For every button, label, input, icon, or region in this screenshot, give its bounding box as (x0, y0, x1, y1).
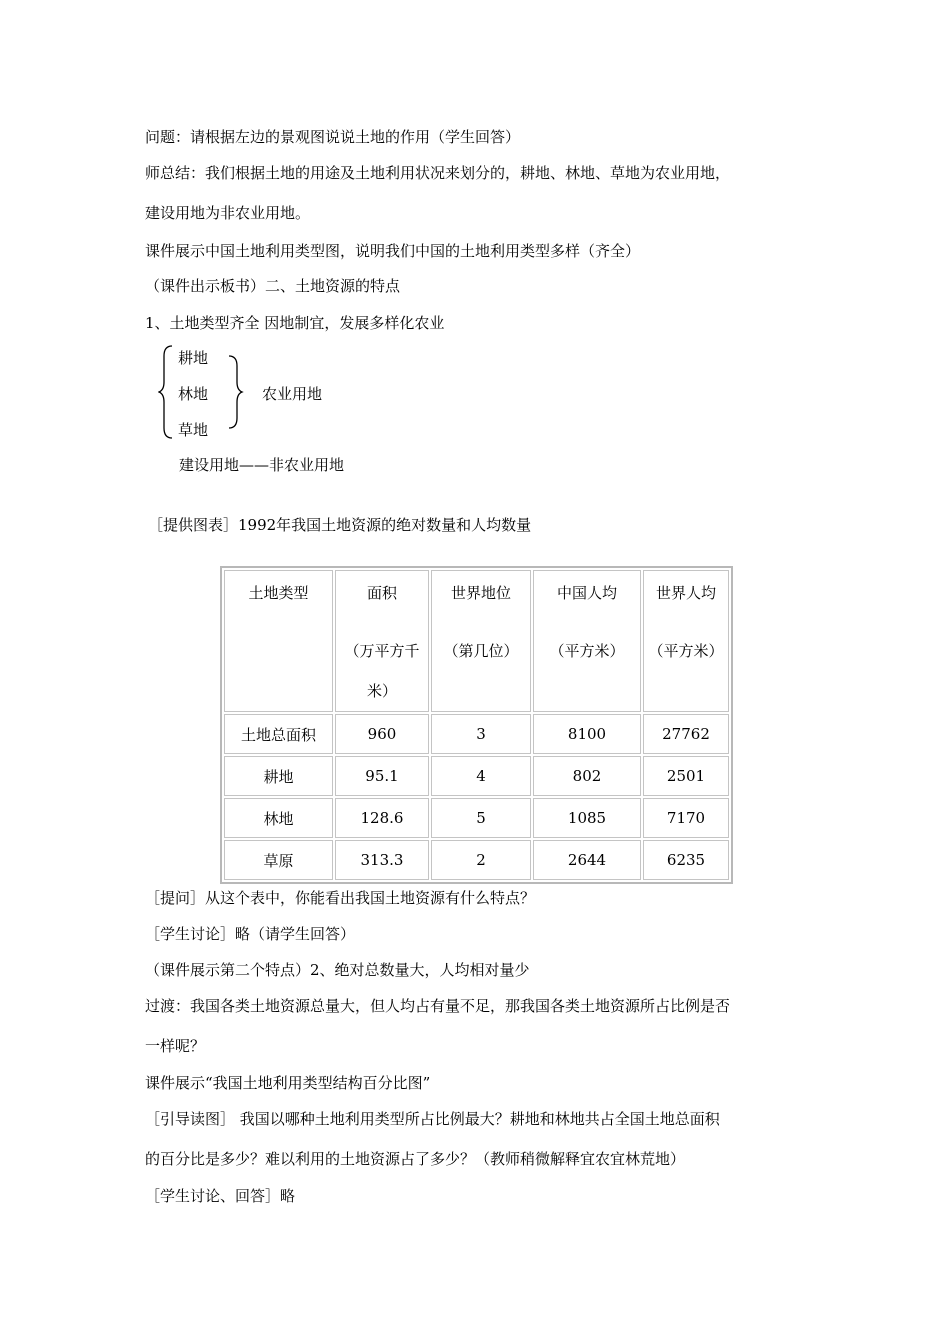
land-type-brace-diagram (158, 344, 358, 440)
table-cell: 8100 (533, 714, 641, 754)
paragraph-prompt-question: ［提问］从这个表中，你能看出我国土地资源有什么特点？ (145, 889, 536, 907)
table-cell: 802 (533, 756, 641, 796)
table-cell: 95.1 (335, 756, 429, 796)
table-cell: 7170 (643, 798, 729, 838)
table-cell: 6235 (643, 840, 729, 880)
brace-item-cropland: 耕地 (178, 349, 209, 367)
brace-item-forest: 林地 (178, 385, 209, 403)
paragraph-teacher-summary-cont: 建设用地为非农业用地。 (145, 204, 311, 222)
table-cell: 1085 (533, 798, 641, 838)
paragraph-guided-reading-cont: 的百分比是多少？难以利用的土地资源占了多少？（教师稍微解释宜农宜林荒地） (145, 1150, 686, 1168)
paragraph-question: 问题：请根据左边的景观图说说土地的作用（学生回答） (145, 128, 521, 146)
header-world-per-capita: 世界人均 （平方米） (643, 570, 729, 712)
brace-group-label: 农业用地 (262, 385, 323, 403)
paragraph-transition-cont: 一样呢？ (145, 1037, 206, 1055)
header-china-per-capita: 中国人均 （平方米） (533, 570, 641, 712)
table-cell: 3 (431, 714, 531, 754)
table-cell: 960 (335, 714, 429, 754)
table-row (224, 840, 729, 880)
brace-item-grassland: 草地 (178, 421, 209, 439)
paragraph-teacher-summary: 师总结：我们根据土地的用途及土地利用状况来划分的，耕地、林地、草地为农业用地， (145, 164, 731, 182)
land-resources-table (220, 566, 733, 884)
non-agricultural-line: 建设用地——非农业用地 (179, 456, 345, 474)
table-row (224, 714, 729, 754)
table-cell: 2 (431, 840, 531, 880)
table-cell: 4 (431, 756, 531, 796)
paragraph-feature-2: （课件展示第二个特点）2、绝对总数量大，人均相对量少 (145, 961, 530, 979)
header-area: 面积 （万平方千 米） (335, 570, 429, 712)
paragraph-guided-reading: ［引导读图］ 我国以哪种土地利用类型所占比例最大？耕地和林地共占全国土地总面积 (145, 1110, 720, 1128)
header-land-type: 土地类型 (224, 570, 333, 712)
table-cell: 林地 (224, 798, 333, 838)
paragraph-transition: 过渡：我国各类土地资源总量大，但人均占有量不足，那我国各类土地资源所占比例是否 (145, 997, 731, 1015)
table-cell: 2501 (643, 756, 729, 796)
paragraph-student-discussion: ［学生讨论］略（请学生回答） (145, 925, 356, 943)
table-caption: ［提供图表］1992年我国土地资源的绝对数量和人均数量 (148, 516, 532, 534)
table-row (224, 798, 729, 838)
table-row (224, 756, 729, 796)
paragraph-student-answer: ［学生讨论、回答］略 (145, 1187, 296, 1205)
table-header-row (224, 570, 729, 712)
table-cell: 草原 (224, 840, 333, 880)
paragraph-feature-1: 1、土地类型齐全 因地制宜，发展多样化农业 (145, 314, 445, 332)
paragraph-courseware-map: 课件展示中国土地利用类型图，说明我们中国的土地利用类型多样（齐全） (145, 242, 641, 260)
table-cell: 土地总面积 (224, 714, 333, 754)
header-world-rank: 世界地位 （第几位） (431, 570, 531, 712)
table-cell: 2644 (533, 840, 641, 880)
table-cell: 313.3 (335, 840, 429, 880)
table-cell: 128.6 (335, 798, 429, 838)
table-cell: 5 (431, 798, 531, 838)
table-cell: 耕地 (224, 756, 333, 796)
paragraph-board-heading: （课件出示板书）二、土地资源的特点 (145, 277, 401, 295)
table-cell: 27762 (643, 714, 729, 754)
paragraph-courseware-chart: 课件展示“我国土地利用类型结构百分比图” (145, 1074, 431, 1092)
